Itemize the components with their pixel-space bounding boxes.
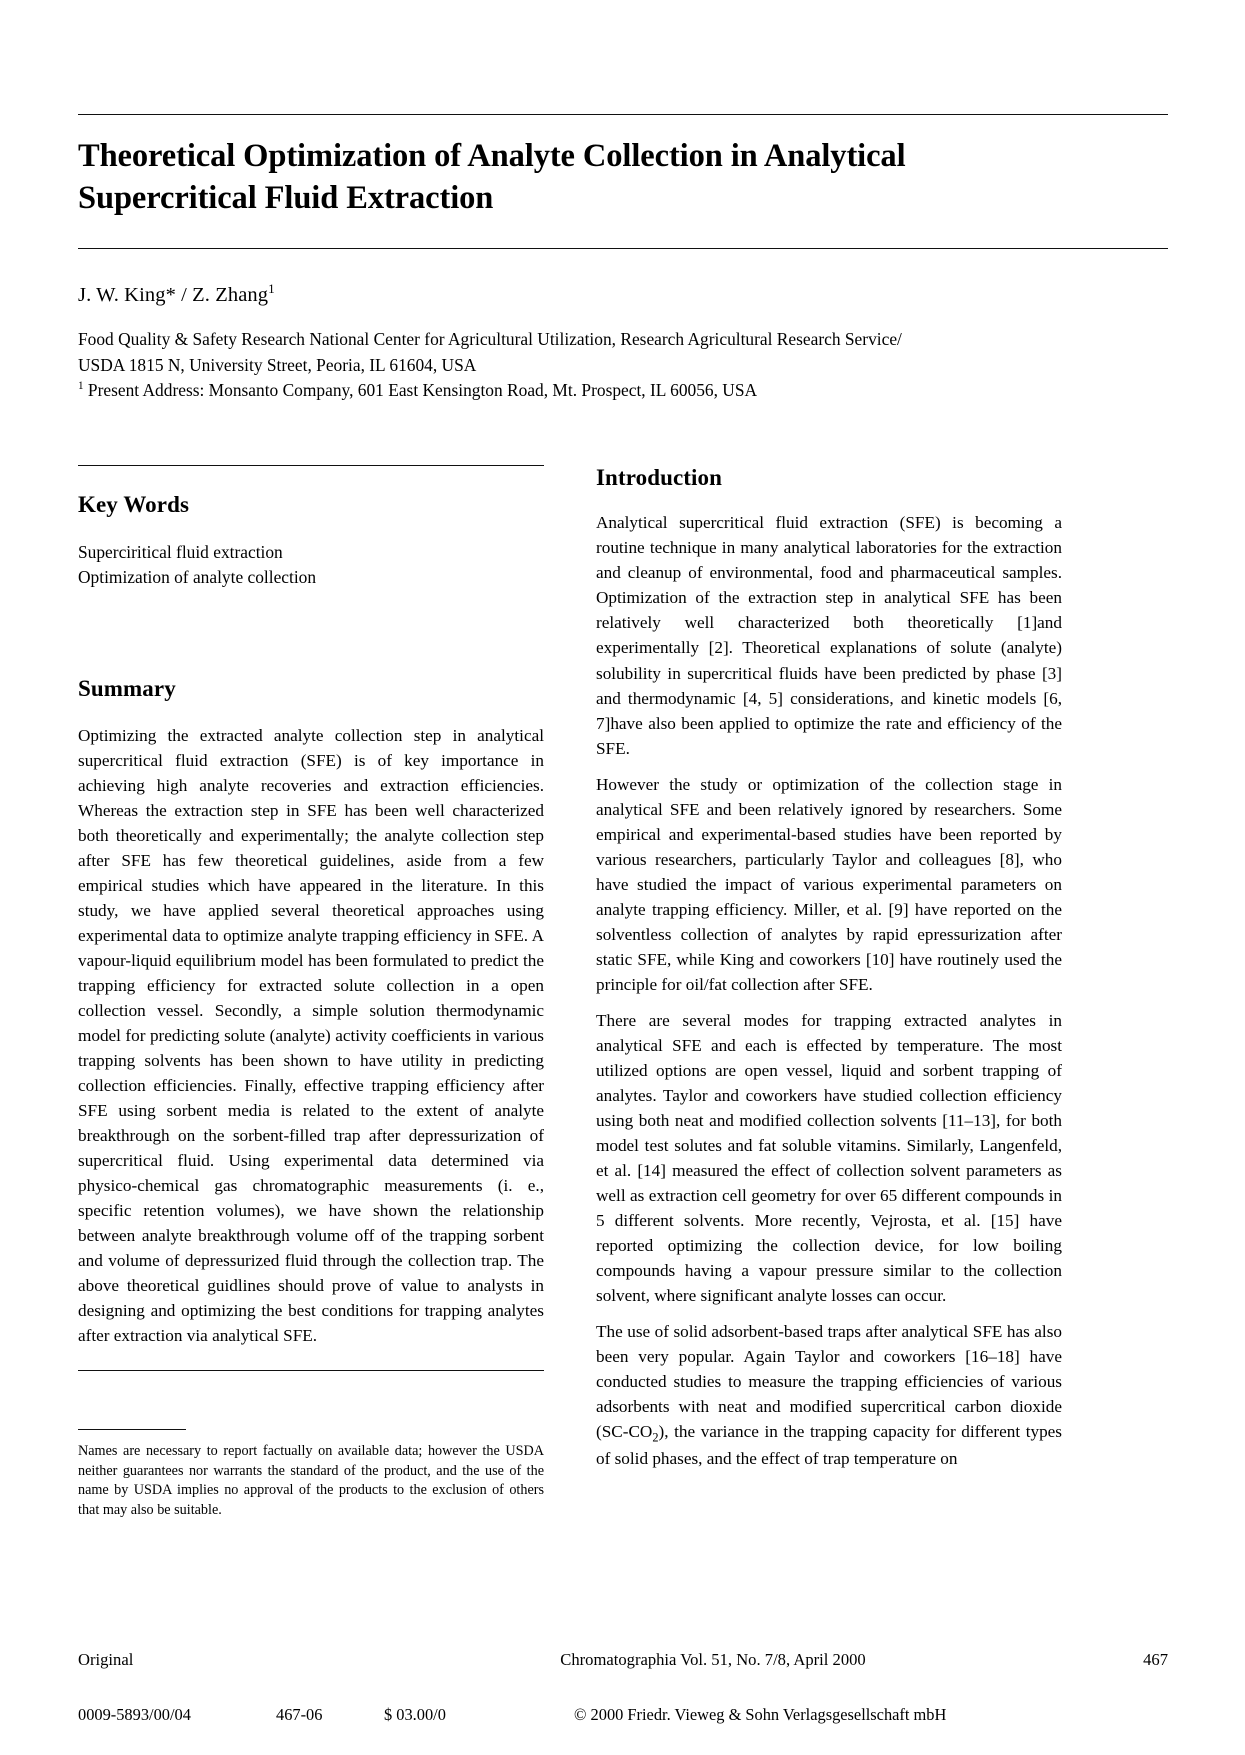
keywords-top-rule [78,465,544,466]
summary-heading: Summary [78,675,176,701]
affiliation-block [78,327,1078,403]
present-address-text: Present Address: Monsanto Company, 601 East Kensington Road, Mt. Prospect, IL 60056, USA [83,380,758,400]
body-columns [78,465,1168,1520]
footer-row-secondary [78,1705,1168,1725]
footer-journal-citation: Chromatographia Vol. 51, No. 7/8, April 2000 [560,1650,866,1669]
footer-page-number: 467 [1143,1650,1168,1669]
paragraph-text-pre: The use of solid adsorbent-based traps after analytical SFE has also been very popular. Again Taylor and coworkers [16–18] have conducted studies to measure the trapping efficiencies of various adsorbents with neat and modified supercritical carbon dioxide (SC-CO [596,1321,1062,1441]
introduction-paragraph: Analytical supercritical fluid extraction (SFE) is becoming a routine technique in many analytical laboratories for the extraction and cleanup of environmental, food and pharmaceutical samples. Optimization of the extraction step in analytical SFE has been relatively well characterized both theoretically [1]and experimentally [2]. Theoretical explanations of solute (analyte) solubility in supercritical fluids have been predicted by phase [3] and thermodynamic [4, 5] considerations, and kinetic models [6, 7]have also been applied to optimize the rate and efficiency of the SFE. [596,513,1062,758]
right-column [596,465,1062,1520]
co2-subscript: 2 [652,1430,659,1445]
footnote-separator [78,1429,186,1430]
footer-article-id: 467-06 [276,1705,323,1724]
summary-bottom-rule [78,1370,544,1371]
affiliation-line-1: Food Quality & Safety Research National Center for Agricultural Utilization, Research Agricultural Research Service/ [78,329,902,350]
page-footer [78,1650,1168,1725]
keyword-item: Optimization of analyte collection [78,567,317,588]
author-affiliation-marker: 1 [268,281,275,297]
footnote-text: Names are necessary to report factually on available data; however the USDA neither guarantees nor warrants the standard of the product, and the use of the name by USDA implies no approval of the products to the exclusion of others that may also be suitable. [78,1443,544,1518]
footer-row-primary [78,1650,1168,1670]
page-content [78,0,1168,1520]
footer-article-type: Original [78,1650,134,1669]
keywords-heading: Key Words [78,492,190,518]
present-address-line [78,378,1078,403]
paragraph-text-post: ), the variance in the trapping capacity for different types of solid phases, and the effect of trap temperature on [596,1421,1062,1469]
author-names: J. W. King* / Z. Zhang [78,284,269,307]
introduction-paragraph: There are several modes for trapping extracted analytes in analytical SFE and each is effected by temperature. The most utilized options are open vessel, liquid and sorbent trapping of analytes. Taylor and coworkers have studied collection efficiency using both neat and modified collection solvents [11–13], for both model test solutes and fat soluble vitamins. Similarly, Langenfeld, et al. [14] measured the effect of collection solvent parameters as well as extraction cell geometry for over 65 different compounds in 5 different solvents. More recently, Vejrosta, et al. [15] have reported optimizing the collection device, for low boiling compounds having a vapour pressure similar to the collection solvent, where significant analyte losses can occur. [596,1010,1062,1305]
keyword-item: Superciritical fluid extraction [78,542,283,563]
introduction-heading: Introduction [596,465,723,491]
footer-price: $ 03.00/0 [384,1705,446,1724]
title-block [78,114,1168,249]
title-bottom-rule [78,248,1168,249]
author-line [78,281,1168,307]
footer-issn: 0009-5893/00/04 [78,1705,191,1724]
affiliation-line-2: USDA 1815 N, University Street, Peoria, IL 61604, USA [78,354,477,375]
present-address-marker: 1 [78,380,84,393]
introduction-paragraph-last [596,1319,1062,1472]
introduction-paragraph: However the study or optimization of the collection stage in analytical SFE and been relatively ignored by researchers. Some empirical and experimental-based studies have been reported by various researchers, particularly Taylor and colleagues [8], who have studied the impact of various experimental parameters on analyte trapping efficiency. Miller, et al. [9] have reported on the solventless collection of analytes by rapid epressurization after static SFE, while King and coworkers [10] have routinely used the principle for oil/fat collection after SFE. [596,774,1062,994]
footer-copyright: © 2000 Friedr. Vieweg & Sohn Verlagsgesellschaft mbH [574,1705,947,1724]
keywords-list [78,540,544,589]
summary-text: Optimizing the extracted analyte collection step in analytical supercritical fluid extraction (SFE) is of key importance in achieving high analyte recoveries and extraction efficiencies. Whereas the extraction step in SFE has been well characterized both theoretically and experimentally; the analyte collection step after SFE has few theoretical guidelines, aside from a few empirical studies which have appeared in the literature. In this study, we have applied several theoretical approaches using experimental data to optimize analyte trapping efficiency in SFE. A vapour-liquid equilibrium model has been formulated to predict the trapping efficiency for extracted solute collection in a open collection vessel. Secondly, a simple solution thermodynamic model for predicting solute (analyte) activity coefficients in various trapping solvents has been shown to have utility in predicting collection efficiencies. Finally, effective trapping efficiency after SFE using sorbent media is related to the extent of analyte breakthrough on the sorbent-filled trap after depressurization of supercritical fluid. Using experimental data determined via physico-chemical gas chromatographic measurements (i. e., specific retention volumes), we have shown the relationship between analyte breakthrough volume off of the trapping sorbent and volume of depressurized fluid through the collection trap. The above theoretical guidlines should prove of value to analysts in designing and optimizing the best conditions for trapping analytes after extraction via analytical SFE. [78,725,544,1346]
left-column [78,465,544,1520]
top-rule [78,114,1168,115]
page-title: Theoretical Optimization of Analyte Collection in Analytical Supercritical Fluid Extraction [78,138,906,216]
